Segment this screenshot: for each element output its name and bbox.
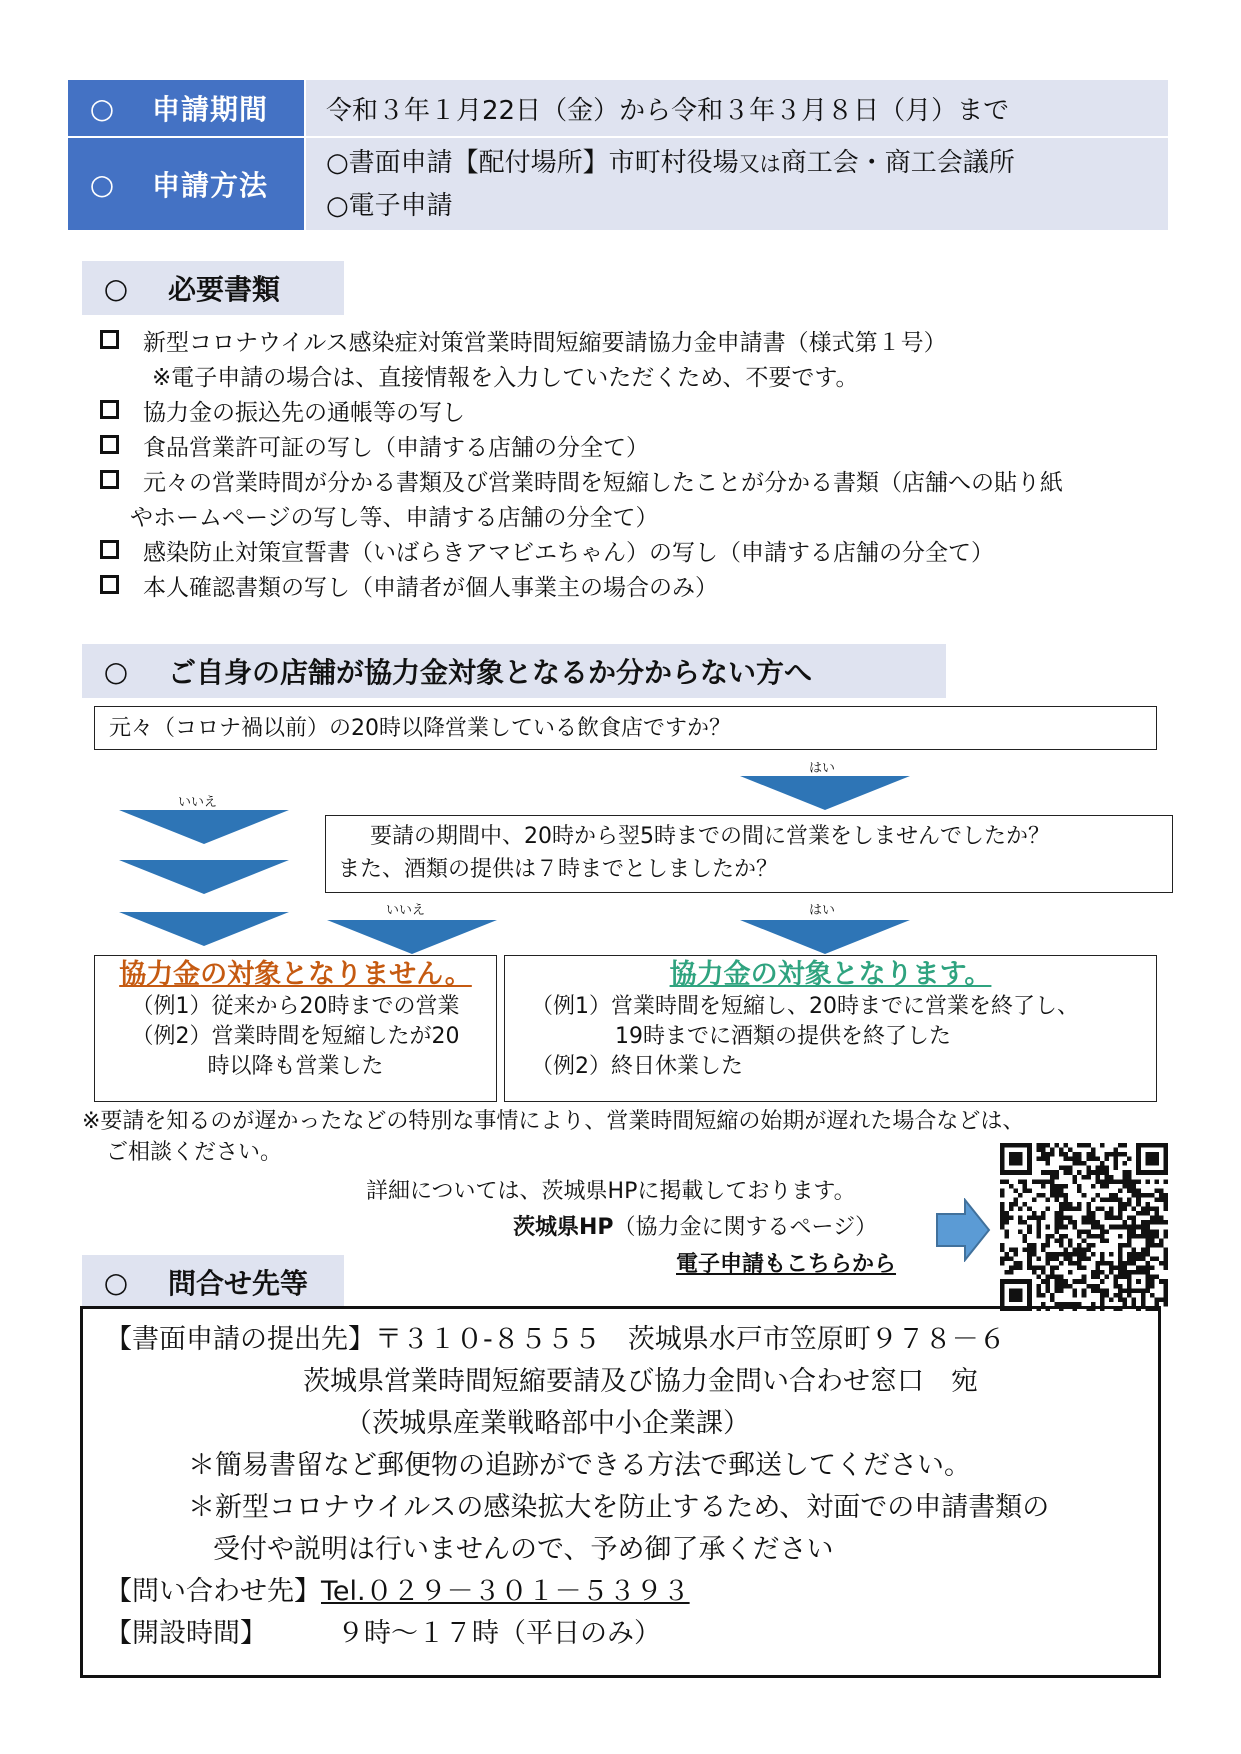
- arrow-down-icon: [119, 912, 289, 946]
- circle-icon: ○: [103, 271, 129, 305]
- question-2-box: 要請の期間中、20時から翌5時までの間に営業をしませんでしたか？ また、酒類の提供は７時までとしましたか？: [325, 815, 1173, 893]
- circle-icon: ○: [103, 654, 129, 688]
- question-1-box: 元々（コロナ禍以前）の20時以降営業している飲食店ですか？: [94, 706, 1157, 750]
- phone-number[interactable]: Tel.０２９－３０１－５３９３: [321, 1576, 690, 1607]
- special-note: ※要請を知るのが遅かったなどの特別な事情により、営業時間短縮の始期が遅れた場合などは、 ご相談ください。: [82, 1109, 1025, 1165]
- list-item: 感染防止対策宣誓書（いばらきアマビエちゃん）の写し（申請する店舗の分全て）: [100, 536, 1063, 571]
- list-item: 元々の営業時間が分かる書類及び営業時間を短縮したことが分かる書類（店舗への貼り紙: [100, 466, 1063, 501]
- application-method-row: [68, 138, 1168, 232]
- circle-icon: ○: [89, 167, 115, 201]
- section-header-contact: ○ 問合せ先等: [82, 1255, 344, 1309]
- not-eligible-title: 協力金の対象となりません。: [119, 959, 472, 990]
- required-documents-list: [100, 326, 1063, 606]
- arrow-down-icon: [327, 920, 497, 954]
- qr-code-icon[interactable]: [1000, 1143, 1168, 1311]
- contact-box: 【書面申請の提出先】〒３１０-８５５５ 茨城県水戸市笠原町９７８－６ 茨城県営業時間短縮要請及び協力金問い合わせ窓口 宛 （茨城県産業戦略部中小企業課） ＊簡易書留など郵便物の追跡ができる方法で郵送してください。 ＊新型コロナウイルスの感染拡大を防止するため、対面での申請書類の 受付や説明は行いませんので、予め御了承ください 【問い合わせ先】Tel.０２９－３０１－５３９３ 【開設時間】 ９時～１７時（平日のみ）: [80, 1306, 1161, 1678]
- list-item: 協力金の振込先の通帳等の写し: [100, 396, 1063, 431]
- circle-icon: ○: [89, 91, 115, 125]
- application-period-header: ○ 申請期間: [68, 80, 304, 138]
- application-method-value: ○書面申請【配付場所】市町村役場又は商工会・商工会議所 ○電子申請: [304, 138, 1168, 232]
- checkbox-icon: [100, 540, 119, 559]
- eligible-title: 協力金の対象となります。: [669, 959, 992, 990]
- detail-text: 詳細については、茨城県HPに掲載しております。: [366, 1179, 856, 1204]
- eligible-box: 協力金の対象となります。 （例1）営業時間を短縮し、20時までに営業を終了し、 19時までに酒類の提供を終了した （例2）終日休業した: [504, 955, 1157, 1102]
- checkbox-icon: [100, 575, 119, 594]
- yes-label: はい: [809, 903, 836, 918]
- list-item: 食品営業許可証の写し（申請する店舗の分全て）: [100, 431, 1063, 466]
- no-label: いいえ: [178, 795, 218, 810]
- section-header-required: ○ 必要書類: [82, 261, 344, 315]
- application-info-table: [68, 80, 1168, 232]
- checkbox-icon: [100, 330, 119, 349]
- arrow-down-icon: [740, 776, 910, 810]
- circle-icon: ○: [103, 1265, 129, 1299]
- checkbox-icon: [100, 470, 119, 489]
- list-note: ※電子申請の場合は、直接情報を入力していただくため、不要です。: [152, 365, 859, 391]
- not-eligible-box: 協力金の対象となりません。 （例1）従来から20時までの営業 （例2）営業時間を短縮したが20 時以降も営業した: [94, 955, 497, 1102]
- yes-label: はい: [809, 761, 836, 776]
- application-method-header: ○ 申請方法: [68, 138, 304, 232]
- checkbox-icon: [100, 400, 119, 419]
- section-header-eligibility: ○ ご自身の店舗が協力金対象となるか分からない方へ: [82, 644, 946, 698]
- application-period-row: [68, 80, 1168, 138]
- list-item-cont: やホームページの写し等、申請する店舗の分全て）: [130, 505, 659, 531]
- application-period-value: 令和３年１月22日（金）から令和３年３月８日（月）まで: [304, 80, 1168, 138]
- arrow-down-icon: [119, 860, 289, 894]
- arrow-right-icon: [935, 1198, 991, 1262]
- list-item: 本人確認書類の写し（申請者が個人事業主の場合のみ）: [100, 571, 1063, 606]
- no-label: いいえ: [386, 903, 426, 918]
- arrow-down-icon: [740, 920, 910, 954]
- checkbox-icon: [100, 435, 119, 454]
- e-application-link[interactable]: 電子申請もこちらから: [676, 1252, 897, 1277]
- hp-link-text[interactable]: 茨城県HP（協力金に関するページ）: [513, 1215, 878, 1240]
- arrow-down-icon: [119, 810, 289, 844]
- list-item: 新型コロナウイルス感染症対策営業時間短縮要請協力金申請書（様式第１号）: [100, 326, 1063, 361]
